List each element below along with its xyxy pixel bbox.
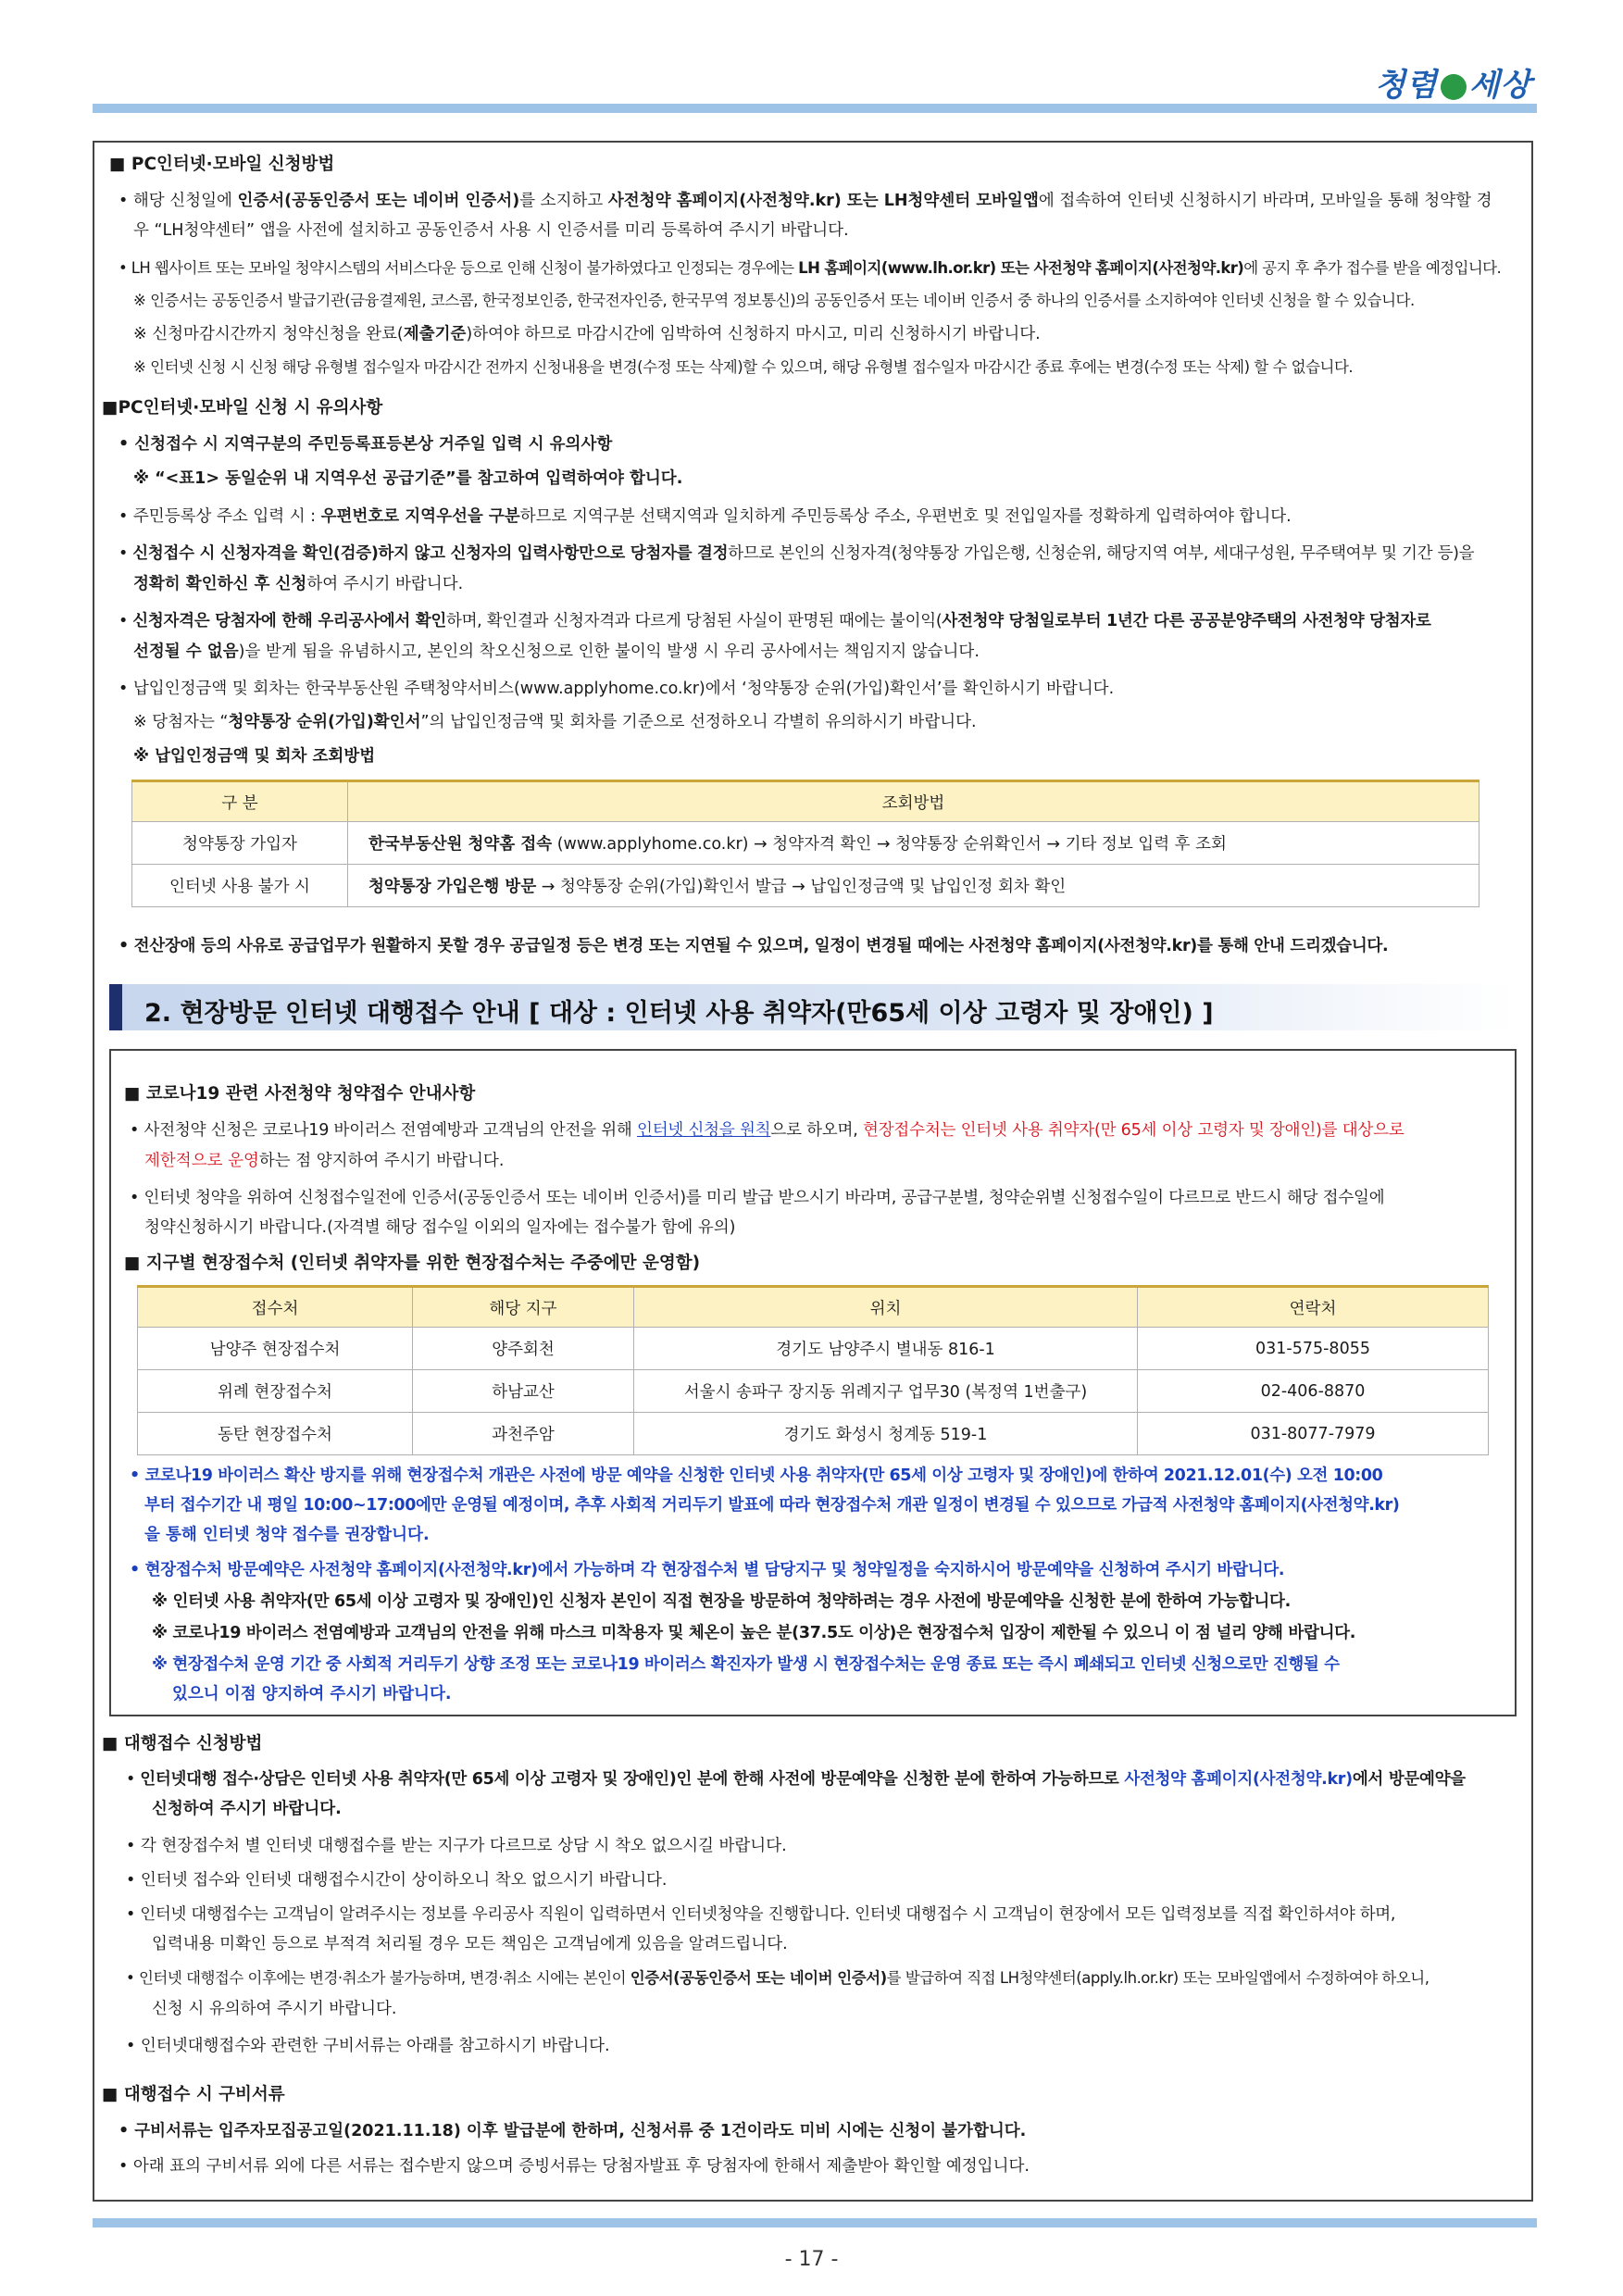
table-row — [138, 1370, 1489, 1413]
table-row — [138, 1413, 1489, 1455]
table-row — [132, 822, 1479, 865]
s3-bullet-4: • 인터넷 대행접수는 고객님이 알려주시는 정보를 우리공사 직원이 입력하면서 인터넷청약을 진행합니다. 인터넷 대행접수 시 고객님이 현장에서 모든 입력정보를 직접 확인하셔야 하며, — [126, 1905, 1396, 1924]
table-row — [138, 1328, 1489, 1370]
s1-bullet-2: • LH 웹사이트 또는 모바일 청약시스템의 서비스다운 등으로 인해 신청이 불가하였다고 인정되는 경우에는 LH 홈페이지(www.lh.or.kr) 또는 사전청약 홈페이지(사전청약.kr)에 공지 후 추가 접수를 받을 예정입니다. — [119, 259, 1502, 277]
table-cell: 과천주암 — [413, 1413, 634, 1455]
s3-title: ■ 대행접수 신청방법 — [102, 1734, 263, 1753]
table-header-cell: 연락처 — [1138, 1287, 1489, 1328]
inquiry-method-table — [131, 780, 1479, 907]
footer-rule — [93, 2218, 1537, 2227]
table-row — [132, 865, 1479, 907]
table-cell: 02-406-8870 — [1138, 1370, 1489, 1413]
box-covid-note-3-line2: 있으니 이점 양지하여 주시기 바랍니다. — [172, 1685, 452, 1703]
box-covid-1-line3: 을 통해 인터넷 청약 접수를 권장합니다. — [144, 1526, 430, 1544]
box-covid-1-line2: 부터 접수기간 내 평일 10:00~17:00에만 운영될 예정이며, 추후 사회적 거리두기 발표에 따라 현장접수처 개관 일정이 변경될 수 있으므로 가급적 사전청약 홈페이지(사전청약.kr) — [144, 1496, 1400, 1515]
s3-bullet-4-line2: 입력내용 미확인 등으로 부적격 처리될 경우 모든 책임은 고객님에게 있음을 알려드립니다. — [152, 1935, 788, 1953]
s1-note-2: ※ 신청마감시간까지 청약신청을 완료(제출기준)하여야 하므로 마감시간에 임박하여 신청하지 마시고, 미리 신청하시기 바랍니다. — [133, 325, 1041, 343]
box-bullet-1-line2: 제한적으로 운영하는 점 양지하여 주시기 바랍니다. — [144, 1152, 505, 1170]
box-covid-2: • 현장접수처 방문예약은 사전청약 홈페이지(사전청약.kr)에서 가능하며 각 현장접수처 별 담당지구 및 청약일정을 숙지하시어 방문예약을 신청하여 주시기 바랍니다. — [130, 1561, 1285, 1579]
s2-bullet-1-note: ※ “<표1> 동일순위 내 지역우선 공급기준”를 참고하여 입력하여야 합니다. — [133, 469, 683, 488]
s3-bullet-1: • 인터넷대행 접수·상담은 인터넷 사용 취약자(만 65세 이상 고령자 및 장애인)인 분에 한해 사전에 방문예약을 신청한 분에 한하여 가능하므로 사전청약 홈페이지(사전청약.kr)에서 방문예약을 — [126, 1770, 1466, 1789]
s2-title: ■PC인터넷·모바일 신청 시 유의사항 — [102, 398, 383, 418]
title-band-accent — [109, 984, 122, 1030]
box-covid-note-1: ※ 인터넷 사용 취약자(만 65세 이상 고령자 및 장애인)인 신청자 본인이 직접 현장을 방문하여 청약하려는 경우 사전에 방문예약을 신청한 분에 한하여 가능합니다. — [152, 1592, 1291, 1611]
s2-bullet-2: • 주민등록상 주소 입력 시 : 우편번호로 지역우선을 구분하므로 지역구분 선택지역과 일치하게 주민등록상 주소, 우편번호 및 전입일자를 정확하게 입력하여야 합니다. — [119, 507, 1292, 526]
s1-note-3: ※ 인터넷 신청 시 신청 해당 유형별 접수일자 마감시간 전까지 신청내용을 변경(수정 또는 삭제)할 수 있으며, 해당 유형별 접수일자 마감시간 종료 후에는 변경(수정 또는 삭제) 할 수 없습니다. — [133, 358, 1354, 376]
table-cell: 양주회천 — [413, 1328, 634, 1370]
s3-bullet-6: • 인터넷대행접수와 관련한 구비서류는 아래를 참고하시기 바랍니다. — [126, 2037, 610, 2055]
table-cell: 한국부동산원 청약홈 접속 (www.applyhome.co.kr) → 청약자격 확인 → 청약통장 순위확인서 → 기타 정보 입력 후 조회 — [348, 822, 1479, 865]
section-2-title: 2. 현장방문 인터넷 대행접수 안내 [ 대상 : 인터넷 사용 취약자(만65세 이상 고령자 및 장애인) ] — [144, 999, 1214, 1028]
s3-bullet-5-line2: 신청 시 유의하여 주시기 바랍니다. — [152, 2000, 397, 2018]
table-cell: 청약통장 가입은행 방문 → 청약통장 순위(가입)확인서 발급 → 납입인정금액 및 납입인정 회차 확인 — [348, 865, 1479, 907]
s3-bullet-3: • 인터넷 접수와 인터넷 대행접수시간이 상이하오니 착오 없으시기 바랍니다. — [126, 1871, 668, 1890]
s4-bullet-1: • 구비서류는 입주자모집공고일(2021.11.18) 이후 발급분에 한하며, 신청서류 중 1건이라도 미비 시에는 신청이 불가합니다. — [119, 2122, 1027, 2140]
box-covid-1: • 코로나19 바이러스 확산 방지를 위해 현장접수처 개관은 사전에 방문 예약을 신청한 인터넷 사용 취약자(만 65세 이상 고령자 및 장애인)에 한하여 2021.12.01(수) 오전 10:00 — [130, 1466, 1383, 1485]
box-covid-note-3: ※ 현장접수처 운영 기간 중 사회적 거리두기 상향 조정 또는 코로나19 바이러스 확진자가 발생 시 현장접수처는 운영 종료 또는 즉시 폐쇄되고 인터넷 신청으로만 진행될 수 — [152, 1655, 1340, 1674]
s4-title: ■ 대행접수 시 구비서류 — [102, 2085, 285, 2104]
s3-bullet-2: • 각 현장접수처 별 인터넷 대행접수를 받는 지구가 다르므로 상담 시 착오 없으시길 바랍니다. — [126, 1837, 787, 1855]
table-cell: 동탄 현장접수처 — [138, 1413, 413, 1455]
s2-bullet-5-note-1: ※ 당첨자는 “청약통장 순위(가입)확인서”의 납입인정금액 및 회차를 기준으로 선정하오니 각별히 유의하시기 바랍니다. — [133, 713, 977, 731]
s1-title: ■ PC인터넷·모바일 신청방법 — [109, 155, 335, 174]
s3-bullet-1-line2: 신청하여 주시기 바랍니다. — [152, 1800, 342, 1818]
page-number: - 17 - — [784, 2248, 839, 2271]
logo-mark-icon — [1441, 74, 1467, 100]
s2-bullet-6: • 전산장애 등의 사유로 공급업무가 원활하지 못할 경우 공급일정 등은 변경 또는 지연될 수 있으며, 일정이 변경될 때에는 사전청약 홈페이지(사전청약.kr)를 통해 안내 드리겠습니다. — [119, 937, 1389, 955]
s2-bullet-4: • 신청자격은 당첨자에 한해 우리공사에서 확인하며, 확인결과 신청자격과 다르게 당첨된 사실이 판명된 때에는 불이익(사전청약 당첨일로부터 1년간 다른 공공분양주택의 사전청약 당첨자로 — [119, 612, 1431, 630]
table-cell: 경기도 화성시 청계동 519-1 — [634, 1413, 1138, 1455]
logo: 청렴 세상 — [1375, 67, 1532, 104]
table-header-cell: 위치 — [634, 1287, 1138, 1328]
s2-bullet-1: • 신청접수 시 지역구분의 주민등록표등본상 거주일 입력 시 유의사항 — [119, 435, 613, 454]
table-cell: 남양주 현장접수처 — [138, 1328, 413, 1370]
section-2-title-band — [109, 984, 1517, 1030]
s1-note-1: ※ 인증서는 공동인증서 발급기관(금융결제원, 코스콤, 한국정보인증, 한국전자인증, 한국무역 정보통신)의 공동인증서 또는 네이버 인증서 중 하나의 인증서를 소지하여야 인터넷 신청을 할 수 있습니다. — [133, 292, 1415, 309]
header-rule — [93, 104, 1537, 113]
box-title-2: ■ 지구별 현장접수처 (인터넷 취약자를 위한 현장접수처는 주중에만 운영함) — [124, 1254, 701, 1273]
box-covid-note-2: ※ 코로나19 바이러스 전염예방과 고객님의 안전을 위해 마스크 미착용자 및 체온이 높은 분(37.5도 이상)은 현장접수처 입장이 제한될 수 있으니 이 점 널리 양해 바랍니다. — [152, 1624, 1356, 1642]
table-cell: 위례 현장접수처 — [138, 1370, 413, 1413]
s2-bullet-3: • 신청접수 시 신청자격을 확인(검증)하지 않고 신청자의 입력사항만으로 당첨자를 결정하므로 본인의 신청자격(청약통장 가입은행, 신청순위, 해당지역 여부, 세대구성원, 무주택여부 및 기간 등)을 — [119, 544, 1475, 563]
table-cell: 인터넷 사용 불가 시 — [132, 865, 348, 907]
table-header-row — [132, 781, 1479, 822]
box-bullet-1: • 사전청약 신청은 코로나19 바이러스 전염예방과 고객님의 안전을 위해 인터넷 신청을 원칙으로 하오며, 현장접수처는 인터넷 사용 취약자(만 65세 이상 고령자 및 장애인)를 대상으로 — [130, 1121, 1405, 1140]
table-cell: 031-8077-7979 — [1138, 1413, 1489, 1455]
table-cell: 청약통장 가입자 — [132, 822, 348, 865]
table-cell: 하남교산 — [413, 1370, 634, 1413]
s2-bullet-4-line2: 선정될 수 없음)을 받게 됨을 유념하시고, 본인의 착오신청으로 인한 불이익 발생 시 우리 공사에서는 책임지지 않습니다. — [133, 643, 980, 661]
table-cell: 031-575-8055 — [1138, 1328, 1489, 1370]
box-bullet-2-line2: 청약신청하시기 바랍니다.(자격별 해당 접수일 이외의 일자에는 접수불가 함에 유의) — [144, 1218, 736, 1237]
s2-bullet-3-line2: 정확히 확인하신 후 신청하여 주시기 바랍니다. — [133, 575, 464, 593]
table-header-cell: 조회방법 — [348, 781, 1479, 822]
box-title-1: ■ 코로나19 관련 사전청약 청약접수 안내사항 — [124, 1084, 476, 1104]
s2-bullet-5-note-2: ※ 납입인정금액 및 회차 조회방법 — [133, 747, 376, 766]
s1-bullet-1: • 해당 신청일에 인증서(공동인증서 또는 네이버 인증서)를 소지하고 사전청약 홈페이지(사전청약.kr) 또는 LH청약센터 모바일앱에 접속하여 인터넷 신청하시기 바라며, 모바일을 통해 청약할 경 — [119, 192, 1492, 210]
table-cell: 서울시 송파구 장지동 위례지구 업무30 (복정역 1번출구) — [634, 1370, 1138, 1413]
onsite-office-table — [137, 1285, 1489, 1455]
table-header-cell: 접수처 — [138, 1287, 413, 1328]
table-header-cell: 구 분 — [132, 781, 348, 822]
s3-bullet-5: • 인터넷 대행접수 이후에는 변경·취소가 불가능하며, 변경·취소 시에는 본인이 인증서(공동인증서 또는 네이버 인증서)를 발급하여 직접 LH청약센터(apply.lh.or.kr) 또는 모바일앱에서 수정하여야 하오니, — [126, 1969, 1429, 1987]
box-bullet-2: • 인터넷 청약을 위하여 신청접수일전에 인증서(공동인증서 또는 네이버 인증서)를 미리 발급 받으시기 바라며, 공급구분별, 청약순위별 신청접수일이 다르므로 반드시 해당 접수일에 — [130, 1189, 1385, 1207]
table-header-cell: 해당 지구 — [413, 1287, 634, 1328]
table-header-row — [138, 1287, 1489, 1328]
s4-bullet-2: • 아래 표의 구비서류 외에 다른 서류는 접수받지 않으며 증빙서류는 당첨자발표 후 당첨자에 한해서 제출받아 확인할 예정입니다. — [119, 2157, 1030, 2176]
table-cell: 경기도 남양주시 별내동 816-1 — [634, 1328, 1138, 1370]
s1-bullet-1-line2: 우 “LH청약센터” 앱을 사전에 설치하고 공동인증서 사용 시 인증서를 미리 등록하여 주시기 바랍니다. — [133, 221, 849, 240]
s2-bullet-5: • 납입인정금액 및 회차는 한국부동산원 주택청약서비스(www.applyhome.co.kr)에서 ‘청약통장 순위(가입)확인서’를 확인하시기 바랍니다. — [119, 680, 1115, 698]
